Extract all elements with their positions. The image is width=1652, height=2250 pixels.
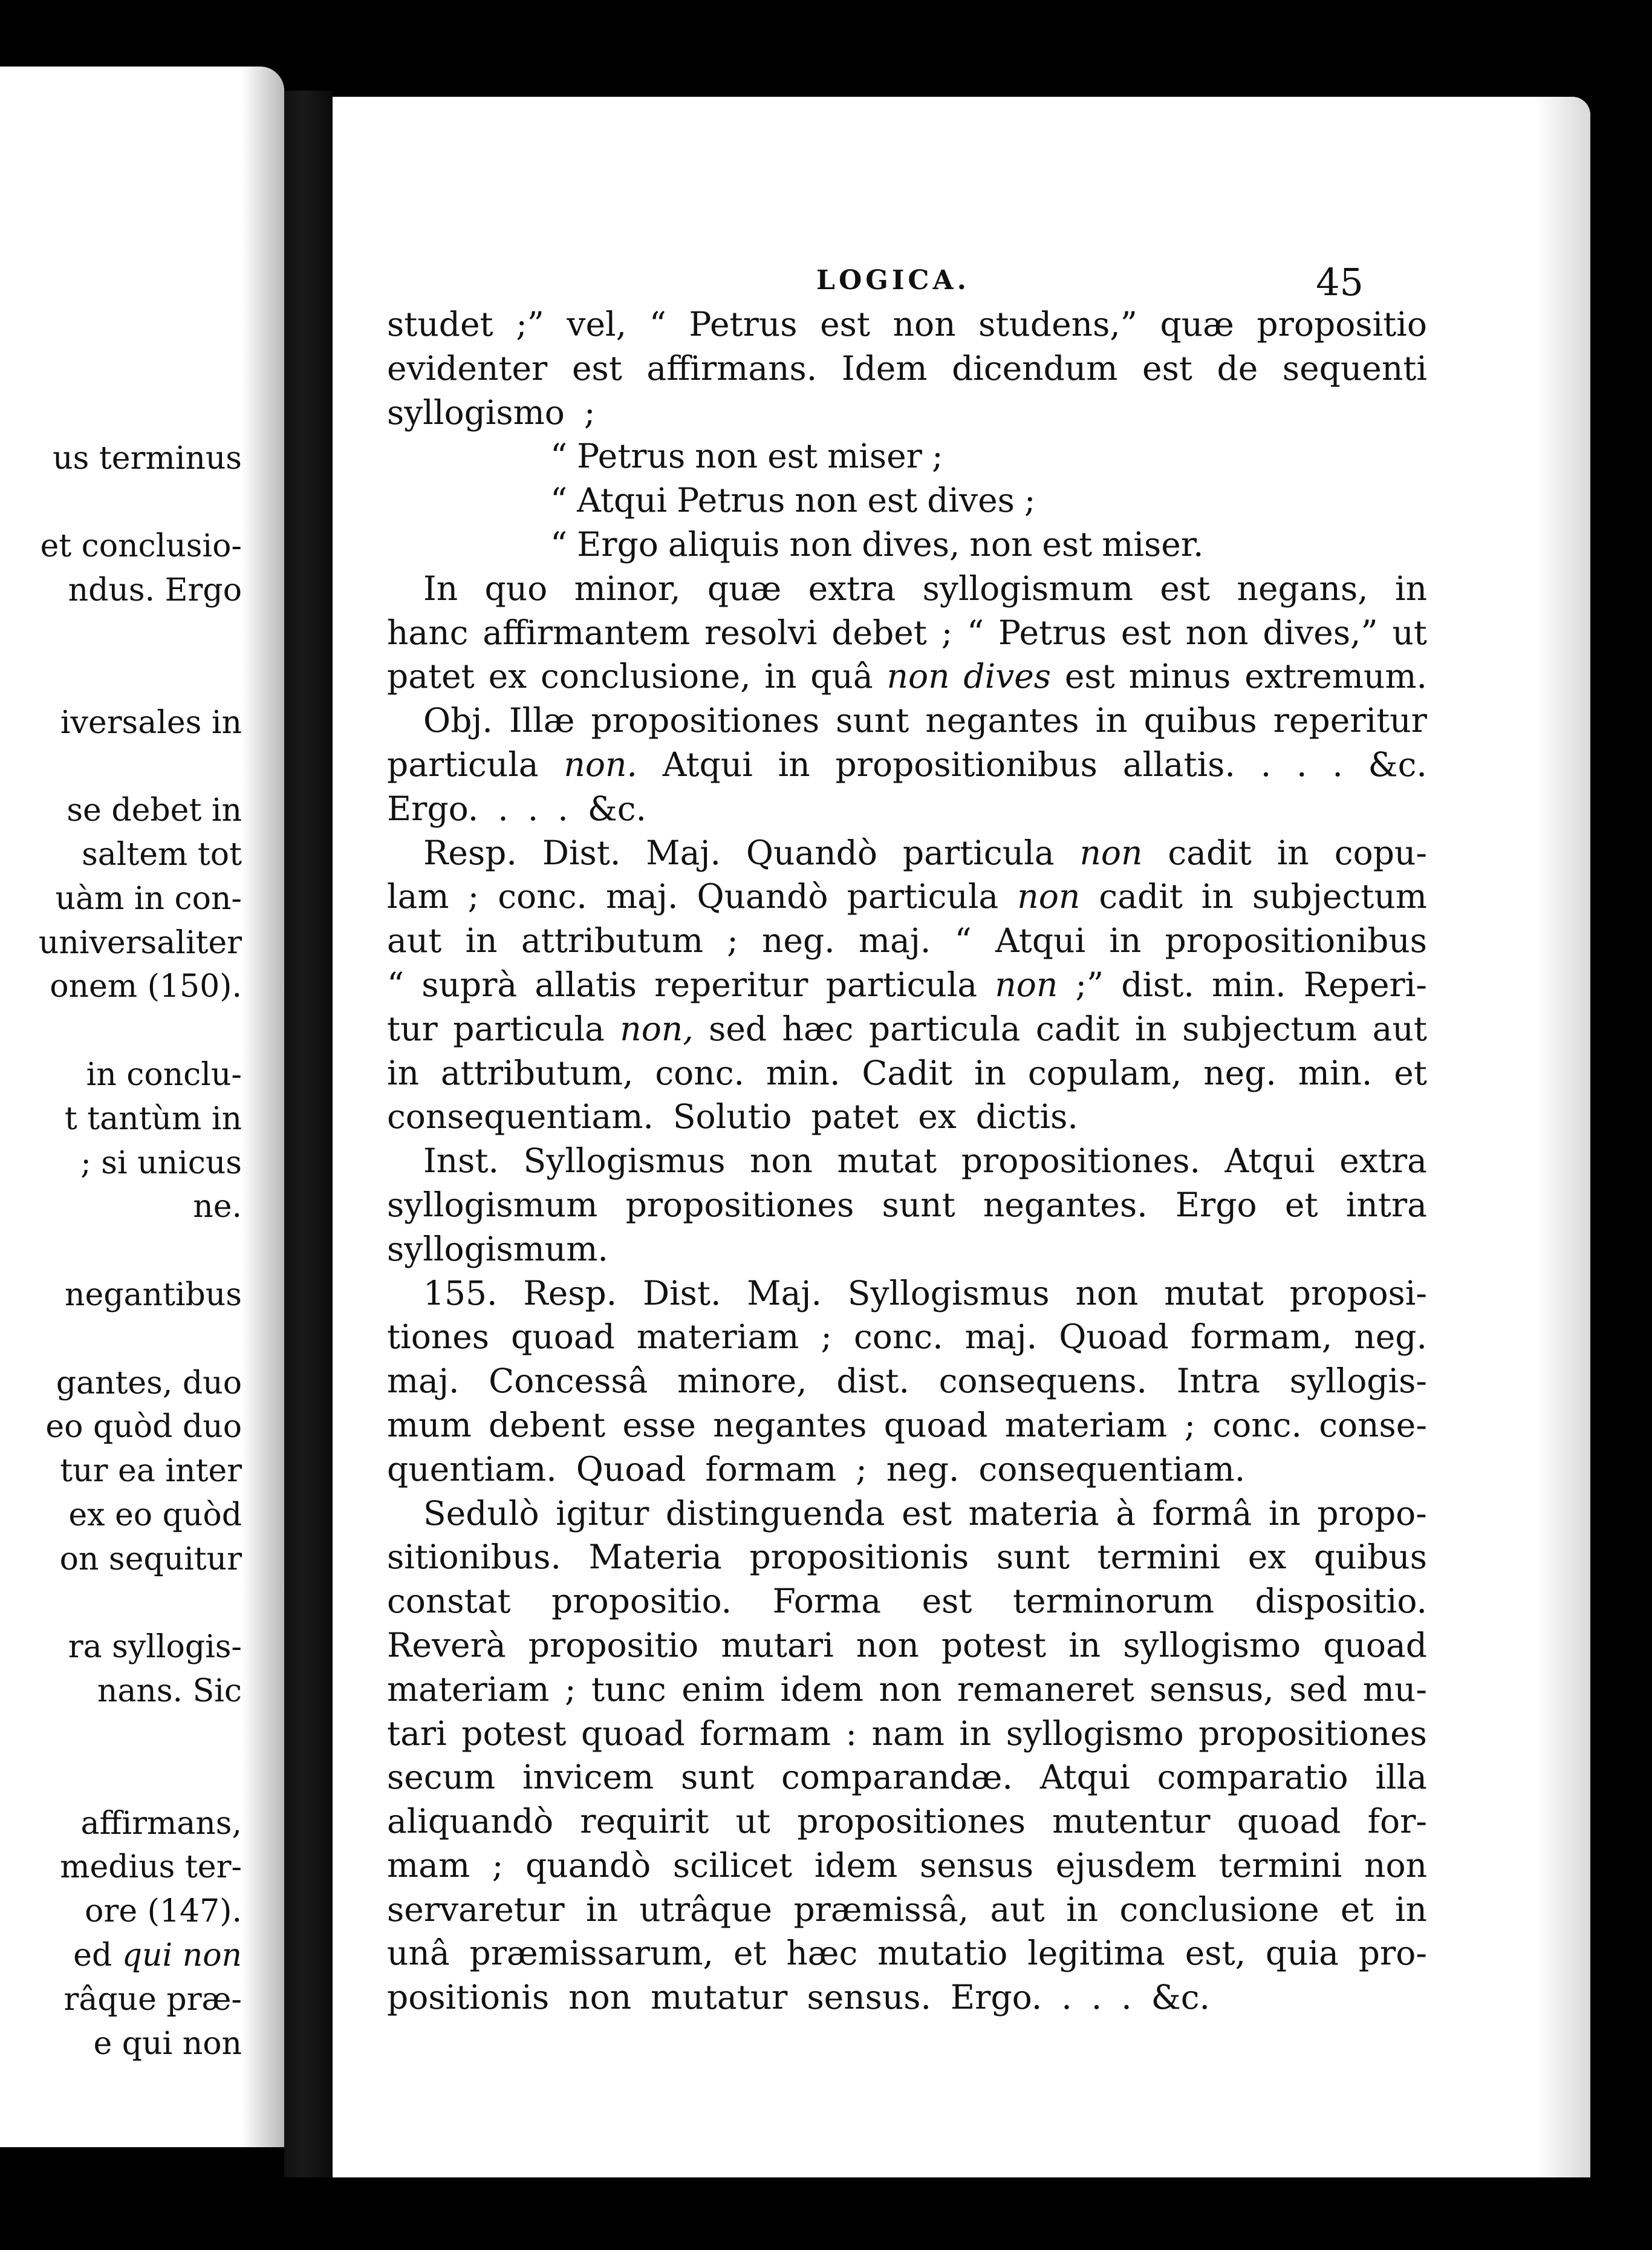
left-text-fragment: eo quòd duo [45,1409,242,1446]
text-line: tiones quoad materiam ; conc. maj. Quoad formam, neg. [387,1317,1427,1357]
text-line: mum debent esse negantes quoad materiam ; conc. conse- [387,1405,1427,1444]
text-line: In quo minor, quæ extra syllogismum est negans, in [423,569,1427,608]
text-line: aliquandò requirit ut propositiones mutentur quoad for- [387,1802,1427,1841]
book-gutter [284,91,333,2177]
left-page-text-fragments [0,67,242,2147]
running-head [333,260,1364,308]
left-text-fragment: se debet in [67,792,242,829]
text-line: “ Ergo aliquis non dives, non est miser. [550,524,1204,564]
text-line: positionis non mutatur sensus. Ergo. . . . &c. [387,1978,1210,2017]
left-text-fragment: gantes, duo [56,1365,242,1401]
left-text-fragment: universaliter [38,924,242,961]
text-line: aut in attributum ; neg. maj. “ Atqui in propositionibus [387,921,1427,960]
right-page-edge-shadow [1536,97,1590,2177]
left-text-fragment: ed qui non [73,1937,242,1974]
left-text-fragment: ore (147). [85,1893,242,1930]
text-line: secum invicem sunt comparandæ. Atqui comparatio illa [387,1758,1427,1797]
text-line: evidenter est affirmans. Idem dicendum est de sequenti [387,348,1427,388]
text-line: patet ex conclusione, in quâ non dives est minus extremum. [387,657,1427,696]
text-line: syllogismo ; [387,393,596,432]
text-line: syllogismum propositiones sunt negantes. Ergo et intra [387,1185,1427,1224]
left-text-fragment: ne. [193,1189,242,1225]
text-line: particula non. Atqui in propositionibus allatis. . . . &c. [387,745,1427,784]
page-body-text [387,302,1427,2020]
left-page [0,67,284,2147]
left-text-fragment: t tantùm in [64,1100,242,1137]
text-line: servaretur in utrâque præmissâ, aut in conclusione et in [387,1890,1427,1929]
left-text-fragment: iversales in [60,704,242,741]
text-line: “ Petrus non est miser ; [550,437,943,476]
left-text-fragment: medius ter- [60,1849,242,1886]
text-line: constat propositio. Forma est terminorum dispositio. [387,1582,1427,1621]
right-page [333,97,1590,2177]
left-text-fragment: e qui non [93,2025,242,2062]
text-line: sitionibus. Materia propositionis sunt termini ex quibus [387,1538,1427,1577]
left-text-fragment: ndus. Ergo [68,572,242,609]
text-line: tur particula non, sed hæc particula cadit in subjectum aut [387,1009,1427,1048]
text-line: tari potest quoad formam : nam in syllogismo propositiones [387,1714,1427,1753]
text-line: Inst. Syllogismus non mutat propositiones. Atqui extra [423,1141,1427,1181]
page-number: 45 [1316,260,1364,304]
left-text-fragment: us terminus [53,440,242,477]
left-page-gutter-shadow [242,67,284,2147]
text-line: in attributum, conc. min. Cadit in copulam, neg. min. et [387,1053,1427,1092]
left-text-fragment: ra syllogis- [68,1629,242,1666]
left-text-fragment: tur ea inter [60,1453,242,1490]
left-text-fragment: saltem tot [82,836,242,873]
left-text-fragment: on sequitur [59,1541,242,1577]
left-text-fragment: in conclu- [86,1057,242,1093]
text-line: Resp. Dist. Maj. Quandò particula non cadit in copu- [423,833,1427,872]
text-line: syllogismum. [387,1229,608,1268]
text-line: quentiam. Quoad formam ; neg. consequentiam. [387,1449,1246,1489]
text-line: studet ;” vel, “ Petrus est non studens,” quæ propositio [387,305,1427,344]
left-text-fragment: ex eo quòd [68,1497,242,1533]
text-line: “ suprà allatis reperitur particula non ;” dist. min. Reperi- [387,965,1427,1004]
text-line: Obj. Illæ propositiones sunt negantes in quibus reperitur [423,701,1427,740]
text-line: Ergo. . . . &c. [387,789,646,828]
left-text-fragment: et conclusio- [40,528,242,565]
left-text-fragment: affirmans, [80,1805,242,1842]
left-text-fragment: nans. Sic [97,1673,242,1710]
left-text-fragment: uàm in con- [55,880,242,917]
running-title: LOGICA. [816,265,970,296]
text-line: consequentiam. Solutio patet ex dictis. [387,1097,1078,1136]
text-line: 155. Resp. Dist. Maj. Syllogismus non mutat proposi- [423,1273,1427,1312]
text-line: materiam ; tunc enim idem non remaneret sensus, sed mu- [387,1669,1427,1709]
left-text-fragment: onem (150). [50,968,242,1005]
left-text-fragment: negantibus [64,1277,242,1313]
text-line: “ Atqui Petrus non est dives ; [550,481,1036,520]
text-line: mam ; quandò scilicet idem sensus ejusdem termini non [387,1845,1427,1885]
left-text-fragment: ; si unicus [80,1144,242,1181]
text-line: Reverà propositio mutari non potest in syllogismo quoad [387,1625,1427,1665]
left-text-fragment: râque præ- [63,1981,242,2018]
text-line: lam ; conc. maj. Quandò particula non cadit in subjectum [387,877,1427,916]
text-line: hanc affirmantem resolvi debet ; “ Petrus est non dives,” ut [387,613,1427,652]
text-line: maj. Concessâ minore, dist. consequens. Intra syllogis- [387,1361,1427,1401]
text-line: unâ præmissarum, et hæc mutatio legitima est, quia pro- [387,1934,1427,1973]
text-line: Sedulò igitur distinguenda est materia à formâ in propo- [423,1493,1427,1533]
